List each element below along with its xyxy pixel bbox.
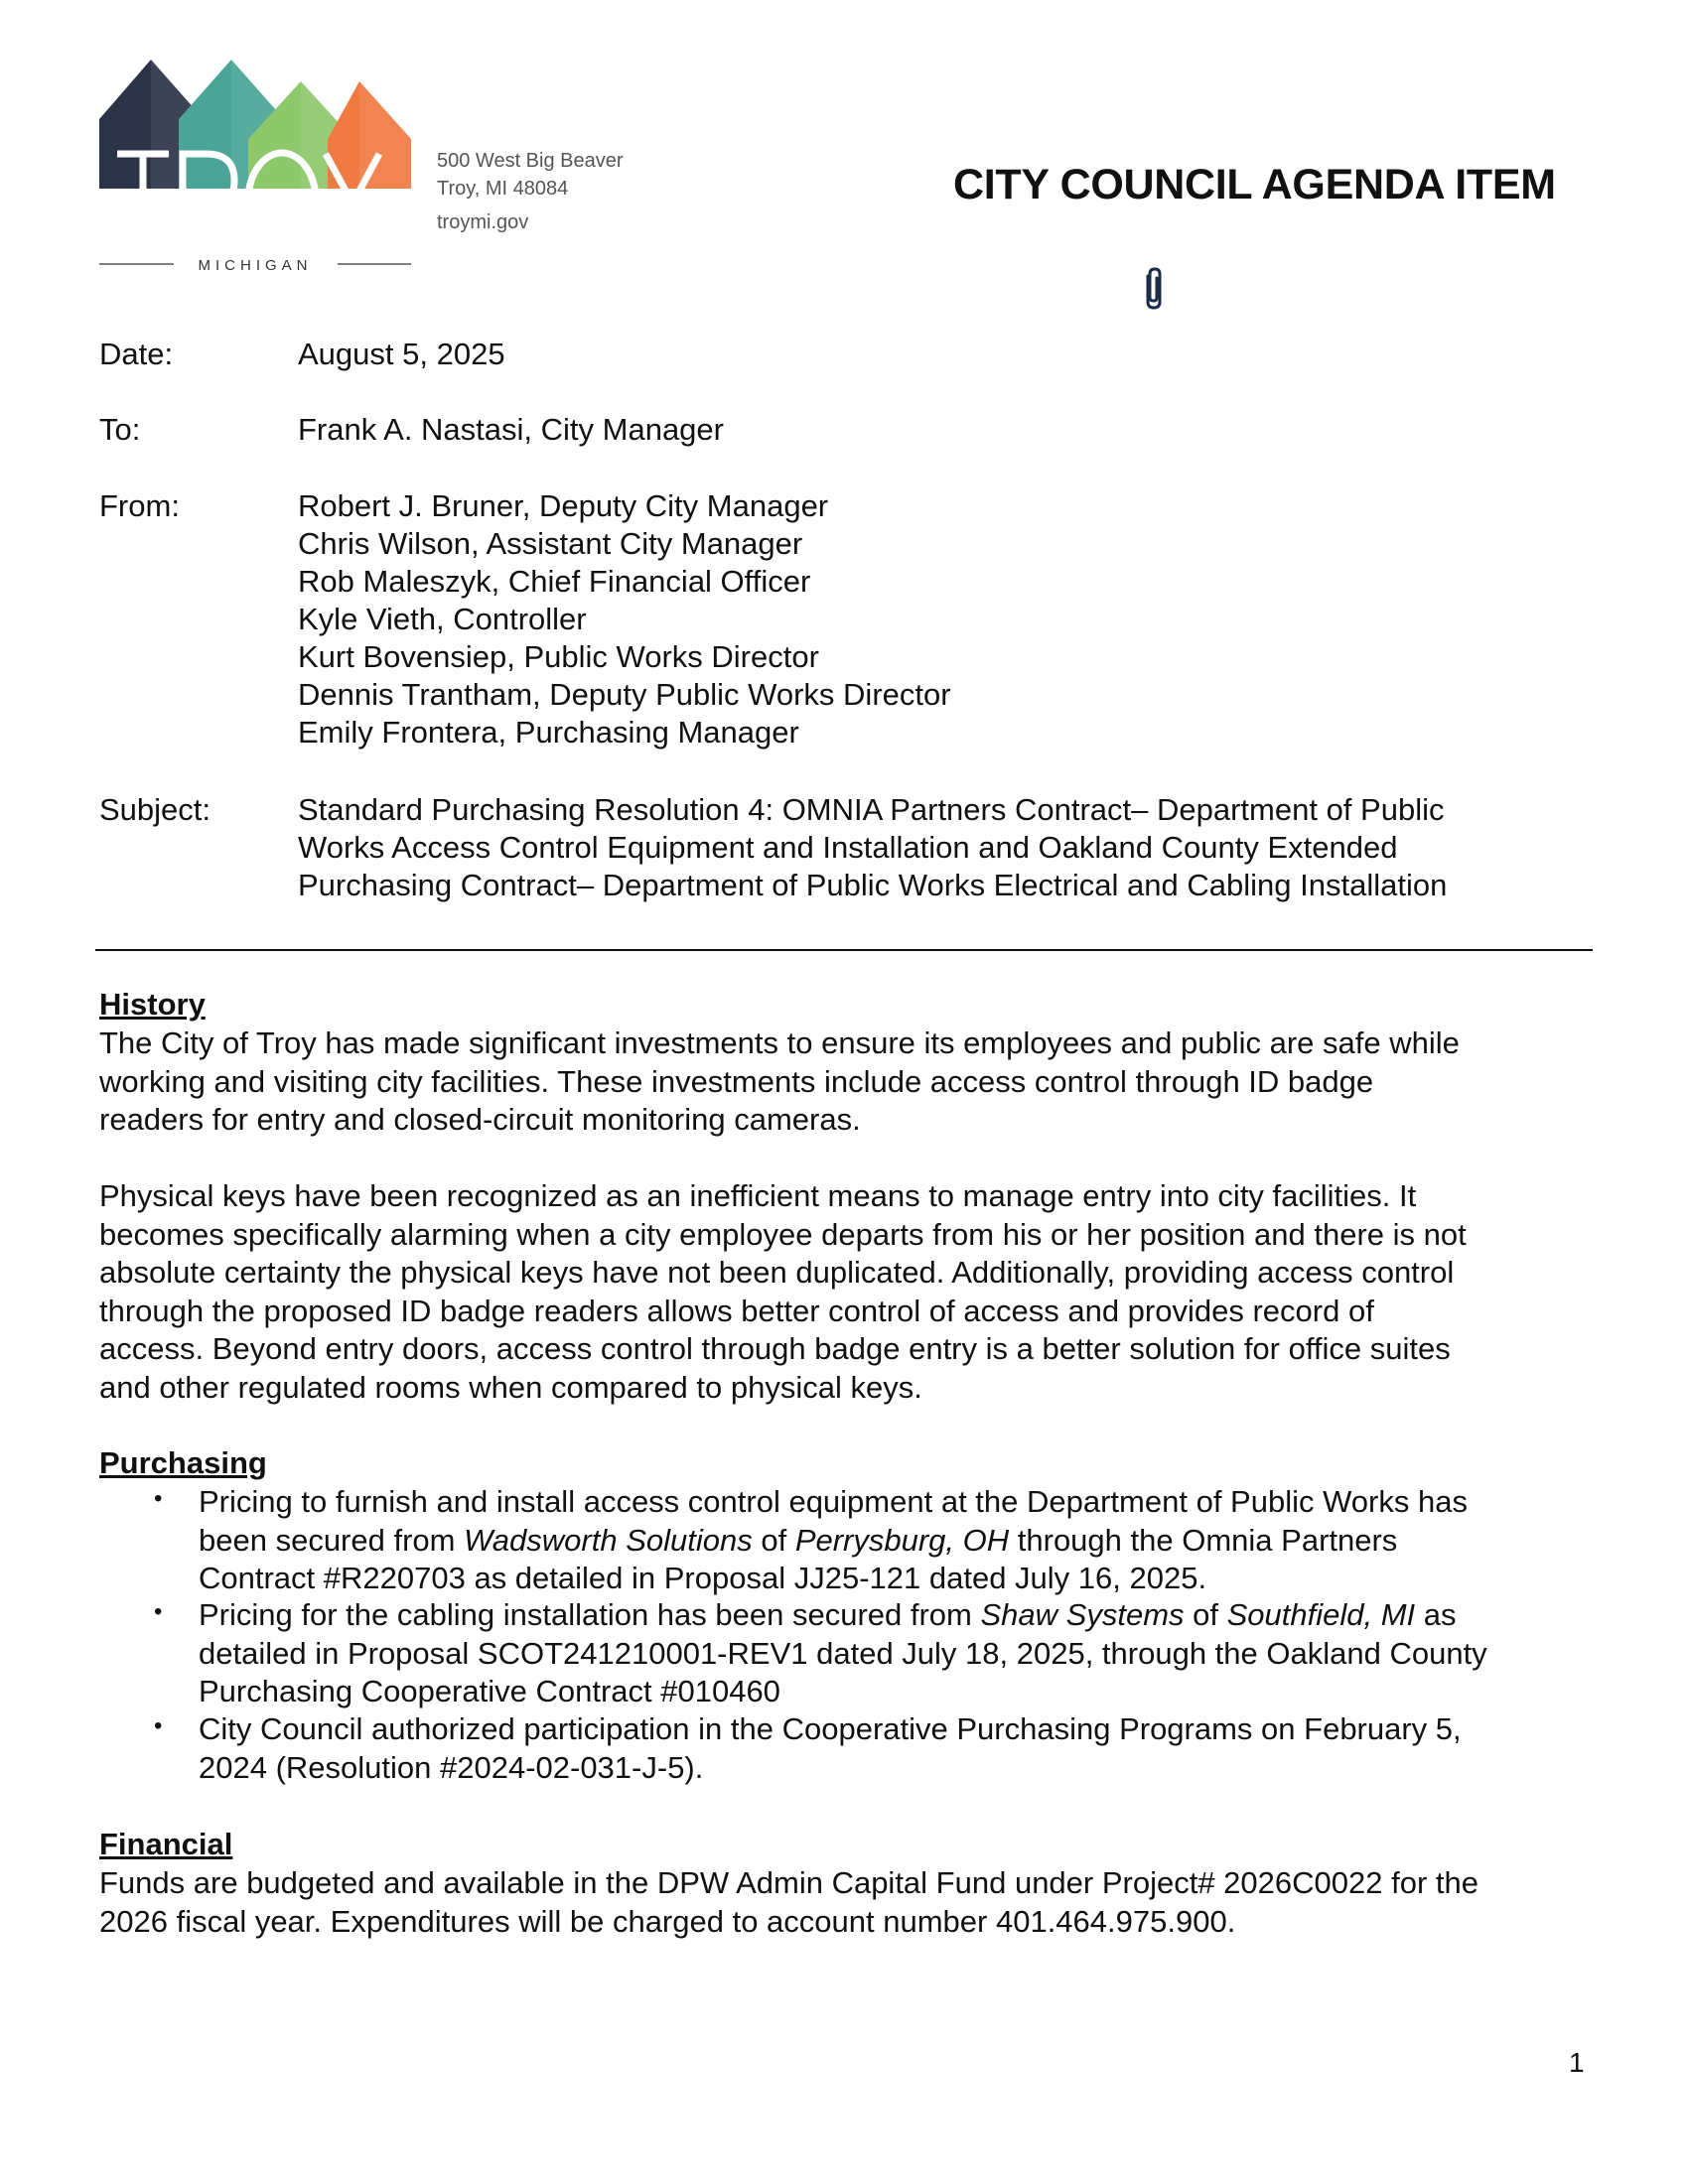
address-street: 500 West Big Beaver	[437, 150, 624, 172]
page-title: CITY COUNCIL AGENDA ITEM	[953, 161, 1556, 208]
header-divider	[95, 949, 1593, 951]
history-heading: History	[99, 987, 206, 1022]
bullet-marker: •	[154, 1598, 163, 1625]
purchasing-bullet-1: Pricing to furnish and install access control equipment at the Department of Public Works has been secured from Wadsworth Solutions of Perrysburg, OH through the Omnia Partners Contract #R220703 as detailed in Proposal JJ25-121 dated July 16, 2025.	[199, 1484, 1468, 1595]
address-website[interactable]: troymi.gov	[437, 211, 529, 233]
from-item: Kurt Bovensiep, Public Works Director	[298, 639, 819, 674]
purchasing-bullet-2: Pricing for the cabling installation has been secured from Shaw Systems of Southfield, MI as detailed in Proposal SCOT241210001-REV1 dated July 18, 2025, through the Oakland County Purchasing Cooperative Contract #010460	[199, 1597, 1487, 1708]
purchasing-heading: Purchasing	[99, 1445, 267, 1480]
bullet-marker: •	[154, 1485, 163, 1512]
date-value: August 5, 2025	[298, 337, 505, 371]
history-paragraph-2: Physical keys have been recognized as an inefficient means to manage entry into city facilities. It becomes specifically alarming when a city employee departs from his or her position and there is not absolute certainty the physical keys have not been duplicated. Additionally, providing access control through the proposed ID badge readers allows better control of access and provides record of access. Beyond entry doors, access control through badge entry is a better solution for office suites and other regulated rooms when compared to physical keys.	[99, 1178, 1467, 1405]
history-paragraph-1: The City of Troy has made significant investments to ensure its employees and public are safe while working and visiting city facilities. These investments include access control through ID badge readers for entry and closed-circuit monitoring cameras.	[99, 1025, 1460, 1137]
from-item: Chris Wilson, Assistant City Manager	[298, 526, 803, 561]
from-item: Dennis Trantham, Deputy Public Works Director	[298, 677, 951, 712]
purchasing-bullet-3: City Council authorized participation in the Cooperative Purchasing Programs on February 5, 2024 (Resolution #2024-02-031-J-5).	[199, 1711, 1462, 1785]
from-item: Emily Frontera, Purchasing Manager	[298, 715, 799, 750]
from-label: From:	[99, 488, 180, 523]
to-value: Frank A. Nastasi, City Manager	[298, 412, 724, 447]
subject-label: Subject:	[99, 792, 211, 827]
bullet-marker: •	[154, 1712, 163, 1739]
subject-line: Standard Purchasing Resolution 4: OMNIA Partners Contract– Department of Public	[298, 792, 1445, 827]
date-label: Date:	[99, 337, 174, 371]
subject-text	[298, 791, 1447, 904]
paperclip-icon[interactable]	[1142, 266, 1166, 312]
page-number: 1	[1569, 2047, 1585, 2078]
to-label: To:	[99, 412, 141, 447]
address-city: Troy, MI 48084	[437, 178, 569, 200]
subject-line: Works Access Control Equipment and Installation and Oakland County Extended	[298, 830, 1398, 865]
from-item: Robert J. Bruner, Deputy City Manager	[298, 488, 829, 523]
subject-line: Purchasing Contract– Department of Public Works Electrical and Cabling Installation	[298, 868, 1448, 902]
troy-logo	[99, 60, 411, 273]
financial-paragraph: Funds are budgeted and available in the DPW Admin Capital Fund under Project# 2026C0022 for the 2026 fiscal year. Expenditures will be charged to account number 401.464.975.900.	[99, 1865, 1478, 1939]
financial-heading: Financial	[99, 1827, 233, 1861]
logo-state-text: MICHIGAN	[198, 257, 313, 273]
from-item: Kyle Vieth, Controller	[298, 602, 587, 636]
from-list	[298, 487, 951, 751]
from-item: Rob Maleszyk, Chief Financial Officer	[298, 564, 811, 599]
